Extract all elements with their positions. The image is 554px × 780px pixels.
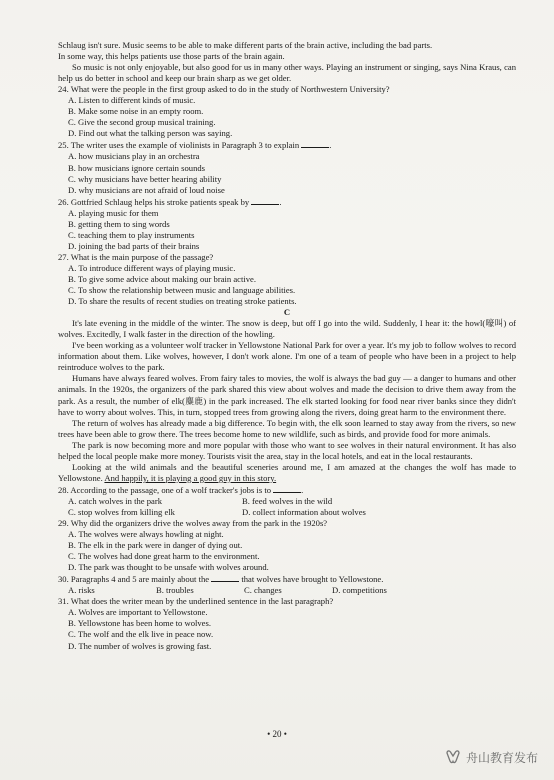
q26-option-b: B. getting them to sing words (68, 218, 170, 229)
q29-option-c: C. The wolves had done great harm to the environment. (68, 551, 260, 562)
q28-option-b: B. feed wolves in the wild (242, 495, 333, 506)
section-heading-c: C (283, 307, 291, 318)
q25-stem: 25. The writer uses the example of violinists in Paragraph 3 to explain (58, 140, 300, 151)
question-30 (58, 573, 516, 585)
question-25 (58, 139, 516, 151)
q27-option-d: D. To share the results of recent studies on treating stroke patients. (68, 296, 297, 307)
question-24: 24. What were the people in the first group asked to do in the study of Northwestern University? (58, 84, 390, 95)
q28-option-c: C. stop wolves from killing elk (68, 506, 175, 517)
q28-stem: 28. According to the passage, one of a wolf tracker's jobs is to (58, 484, 271, 495)
q26-stem: 26. Gottfried Schlaug helps his stroke patients speak by (58, 196, 250, 207)
q26-option-a: A. playing music for them (68, 207, 159, 218)
question-27: 27. What is the main purpose of the passage? (58, 251, 214, 262)
question-28 (58, 484, 516, 496)
q31-option-b: B. Yellowstone has been home to wolves. (68, 618, 211, 629)
answer-blank (301, 139, 332, 151)
page-number: • 20 • (267, 729, 287, 739)
q25-stem-end: . (329, 140, 332, 151)
passage-c-paragraph: Humans have always feared wolves. From fairy tales to movies, the wolf is always the bad guy — a danger to humans and other animals. In the 1920s, the organizers of the park shared this view about wolves and made the decision to drive them away from the park. As a result, the number of elk(麋鹿) in the park increased. The elk started looking for food near river banks since they didn't have to worry about wolves. This, in turn, stopped trees from growing along the rivers, doing great harm to the environment there. (58, 373, 516, 417)
wechat-channel-icon (444, 748, 462, 766)
q30-option-c: C. changes (244, 585, 282, 596)
q29-option-b: B. The elk in the park were in danger of dying out. (68, 540, 243, 551)
q30-option-d: D. competitions (332, 585, 387, 596)
q28-stem-end: . (301, 484, 304, 495)
q24-option-b: B. Make some noise in an empty room. (68, 106, 204, 117)
passage-c-paragraph: I've been working as a volunteer wolf tracker in Yellowstone National Park for over a year. It's my job to follow wolves to record information about them. Like wolves, however, I don't work alone. I'm one of a team of people who have been in a project to help reintroduce wolves to the park. (58, 340, 516, 373)
answer-blank (211, 573, 239, 582)
answer-blank (273, 484, 304, 495)
watermark-text: 舟山教育发布 (466, 750, 539, 765)
q29-option-d: D. The park was thought to be unsafe with wolves around. (68, 562, 269, 573)
closing-paragraph: So music is not only enjoyable, but also good for us in many other ways. Playing an instrument or singing, says Nina Kraus, can help us do better in school and keep our brain sharp as we get older. (58, 62, 516, 84)
q27-option-b: B. To give some advice about making our brain active. (68, 273, 257, 284)
intro-line-2: In some way, this helps patients use those parts of the brain again. (58, 51, 285, 62)
q29-option-a: A. The wolves were always howling at night. (68, 529, 224, 540)
q24-option-a: A. Listen to different kinds of music. (68, 95, 196, 106)
watermark (444, 746, 548, 768)
q31-option-d: D. The number of wolves is growing fast. (68, 640, 212, 651)
q28-options-row-2 (68, 507, 516, 518)
q25-option-c: C. why musicians have better hearing ability (68, 173, 222, 184)
q25-option-a: A. how musicians play in an orchestra (68, 151, 200, 162)
q31-option-a: A. Wolves are important to Yellowstone. (68, 607, 208, 618)
underlined-sentence: And happily, it is playing a good guy in this story. (104, 472, 277, 483)
q28-option-d: D. collect information about wolves (242, 506, 366, 517)
passage-c-paragraph: It's late evening in the middle of the winter. The snow is deep, but off I go into the wild. Suddenly, I hear it: the howl(嚎叫) of wolves. Excitedly, I walk faster in the direction of the howling. (58, 318, 516, 340)
q26-stem-end: . (279, 196, 282, 207)
q30-option-b: B. troubles (156, 585, 194, 596)
q25-option-b: B. how musicians ignore certain sounds (68, 162, 206, 173)
q26-option-d: D. joining the bad parts of their brains (68, 240, 200, 251)
q30-option-a: A. risks (68, 585, 95, 596)
q28-option-a: A. catch wolves in the park (68, 495, 163, 506)
q27-option-c: C. To show the relationship between music and language abilities. (68, 285, 296, 296)
q24-option-c: C. Give the second group musical training. (68, 117, 216, 128)
q30-options-row (68, 585, 516, 596)
q28-options-row-1 (68, 496, 516, 507)
q30-stem: 30. Paragraphs 4 and 5 are mainly about the (58, 574, 210, 585)
answer-blank (251, 196, 282, 207)
q31-option-c: C. The wolf and the elk live in peace now. (68, 629, 214, 640)
q24-option-d: D. Find out what the talking person was saying. (68, 128, 233, 139)
passage-c-last-paragraph (58, 462, 516, 484)
question-26 (58, 196, 516, 208)
q25-option-d: D. why musicians are not afraid of loud noise (68, 184, 225, 195)
question-29: 29. Why did the organizers drive the wolves away from the park in the 1920s? (58, 518, 328, 529)
passage-c-paragraph: The return of wolves has already made a big difference. To begin with, the elk soon learned to stay away from the rivers, so new trees have been able to grow there. The trees become home to new wildlife, such as birds, and provide food for more animals. (58, 417, 516, 439)
question-31: 31. What does the writer mean by the underlined sentence in the last paragraph? (58, 596, 334, 607)
q26-option-c: C. teaching them to play instruments (68, 229, 195, 240)
q27-option-a: A. To introduce different ways of playing music. (68, 262, 236, 273)
intro-line-1: Schlaug isn't sure. Music seems to be able to make different parts of the brain active, including the bad parts. (58, 40, 433, 50)
last-paragraph-text: Looking at the wild animals and the beautiful sceneries around me, I am amazed at the changes the wolf has made to Yellowstone. (58, 461, 516, 483)
passage-c-paragraph: The park is now becoming more and more popular with those who want to see wolves in their natural environment. It has also helped the local people make more money. Tourists visit the area, stay in the local hotels, and eat in the local restaurants. (58, 439, 516, 461)
q30-stem-end: that wolves have brought to Yellowstone. (241, 574, 384, 585)
